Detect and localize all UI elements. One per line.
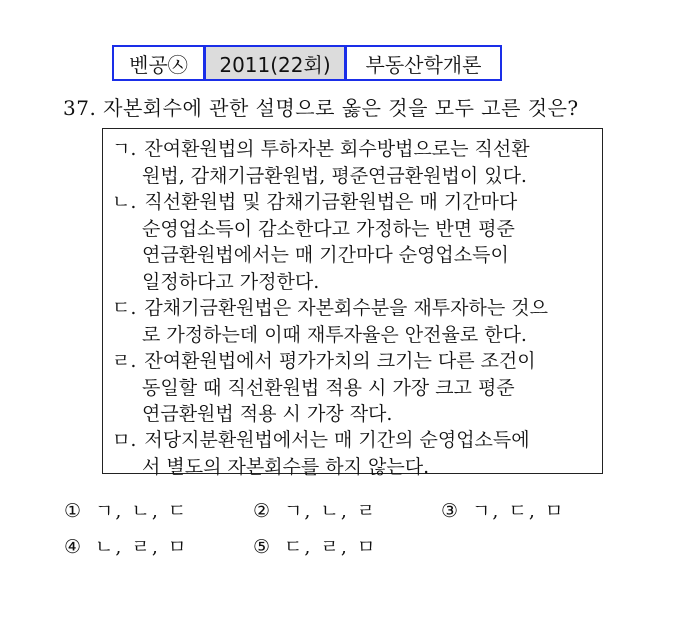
choice-number: ① [64, 500, 84, 522]
choice-text: ㄷ, ㄹ, ㅁ [284, 536, 378, 558]
subject-code: 벤공㉦ [114, 47, 206, 79]
statement-c [112, 295, 582, 348]
statement-line: 순영업소득이 감소한다고 가정하는 반면 평준 [142, 217, 515, 240]
choice-number: ② [253, 500, 273, 522]
statement-a [112, 136, 582, 189]
choice-text: ㄱ, ㄴ, ㄷ [95, 500, 189, 522]
choice-5[interactable] [253, 532, 377, 559]
statement-line: 연금환원법 적용 시 가장 작다. [142, 403, 393, 425]
choice-text: ㄴ, ㄹ, ㅁ [95, 536, 189, 558]
statement-mark: ㅁ. [112, 429, 137, 451]
statement-mark: ㄱ. [112, 138, 137, 160]
statement-line: 저당지분환원법에서는 매 기간의 순영업소득에 [144, 429, 530, 451]
statement-line: 연금환원법에서는 매 기간마다 순영업소득이 [142, 244, 509, 266]
statement-line: 원법, 감채기금환원법, 평준연금환원법이 있다. [142, 164, 527, 187]
choice-4[interactable] [64, 532, 188, 559]
year-round: 2011(22회) [206, 47, 344, 79]
choice-number: ③ [441, 500, 461, 522]
statement-mark: ㄹ. [112, 350, 137, 372]
statement-line: 동일할 때 직선환원법 적용 시 가장 크고 평준 [142, 376, 515, 399]
statement-line: 잔여환원법에서 평가가치의 크기는 다른 조건이 [144, 350, 536, 372]
statement-line: 일정하다고 가정한다. [142, 270, 320, 293]
choice-number: ④ [64, 536, 84, 558]
choice-number: ⑤ [253, 536, 273, 558]
statement-line: 서 별도의 자본회수를 하지 않는다. [142, 455, 430, 478]
choice-text: ㄱ, ㄷ, ㅁ [472, 500, 566, 522]
statement-b [112, 189, 582, 295]
subject-name: 부동산학개론 [344, 47, 500, 79]
header-box [112, 45, 502, 81]
statement-e [112, 427, 582, 480]
choice-text: ㄱ, ㄴ, ㄹ [284, 500, 378, 522]
choice-1[interactable] [64, 496, 188, 523]
choice-3[interactable] [441, 496, 565, 523]
question-text: 37. 자본회수에 관한 설명으로 옳은 것을 모두 고른 것은? [63, 96, 579, 120]
statement-line: 잔여환원법의 투하자본 회수방법으로는 직선환 [144, 138, 530, 160]
statement-mark: ㄴ. [112, 191, 137, 213]
statement-line: 감채기금환원법은 자본회수분을 재투자하는 것으 [144, 297, 548, 319]
statement-mark: ㄷ. [112, 297, 137, 319]
choice-2[interactable] [253, 496, 377, 523]
statement-line: 직선환원법 및 감채기금환원법은 매 기간마다 [144, 191, 518, 213]
statement-line: 로 가정하는데 이때 재투자율은 안전율로 한다. [142, 323, 527, 346]
statement-d [112, 348, 582, 428]
